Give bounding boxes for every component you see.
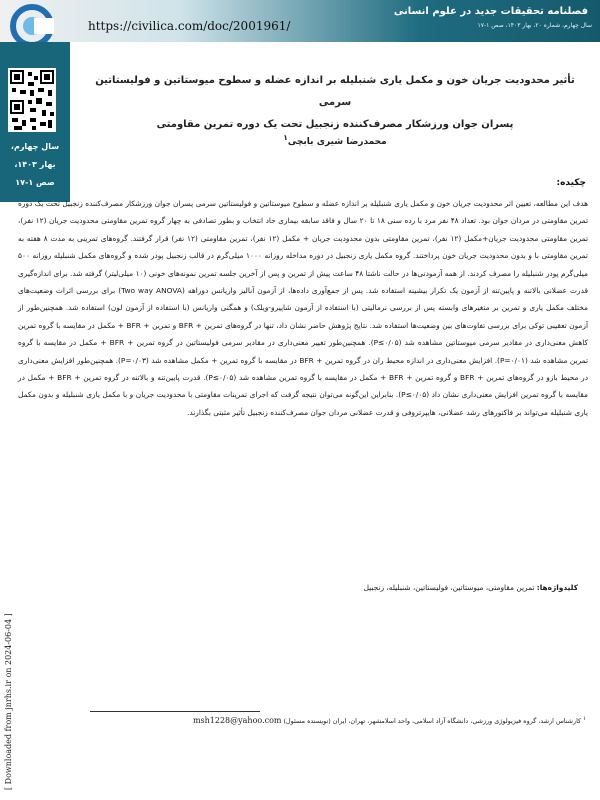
document-url-link[interactable]: https://civilica.com/doc/2001961/ xyxy=(88,19,291,33)
author xyxy=(80,133,590,147)
abstract-text: هدف این مطالعه، تعیین اثر محدودیت جریان خون و مکمل یاری شنبلیله بر اندازه عضله و سطوح میوستاتین و فولیستاتین سرمی پسران جوان ورزشکار مصرف‌کننده زنجبیل تحت یک دوره تمرین مقاومتی در مردان جوان بود. تعداد ۴۸ نفر مرد با رده سنی ۱۸ تا ۲۰ سال و فاقد سابقه بیماری حاد انتخاب و بطور تصادفی به چهار گروه تمرین مقاومتی محدودیت جریان (۱۲ نفر)، تمرین مقاومتی محدودیت جریان+مکمل (۱۲ نفر)، تمرین مقاومتی بدون محدودیت جریان + مکمل (۱۲ نفر)، تمرین مقاومتی (۱۲ نفر) قرار گرفتند. گروه‌های تمرینی به مدت ۸ هفته به تمرین مقاومتی با و بدون محدودیت جریان خون پرداختند. گروه مکمل یاری زنجبیل در دوره مداخله روزانه ۱۰۰۰ میلی‌گرم در قالب زنجبیل پودر شده و گروه‌های مکمل شنبلیله روزانه ۵۰۰ میلی‌گرم پودر شنبلیله را مصرف کردند. از همه آزمودنی‌ها در حالت ناشتا ۴۸ ساعت پیش از تمرین و پس از آخرین جلسه تمرین نمونه‌های خونی (۱۰ میلی‌لیتر) گرفته شد. برای اندازه‌گیری قدرت عضلانی بالاتنه و پایین‌تنه از آزمون یک تکرار بیشینه استفاده شد. پس از جمع‌آوری داده‌ها، از آزمون آنالیز واریانس دوراهه (Two way ANOVA) برای بررسی اثرات وضعیت‌های مختلف مکمل یاری و تمرین بر متغیرهای وابسته پس از بررسی نرمالیتی (با استفاده از آزمون شاپیرو-ویلک) و همگنی واریانس (با استفاده از آزمون لون) استفاده شد. همچنین‌طور از آزمون تعقیبی توکی برای بررسی تفاوت‌های بین وضعیت‌ها استفاده شد. نتایج پژوهش حاضر نشان داد، تنها در گروه‌های تمرین + BFR و تمرین + BFR + مکمل در مقایسه با گروه تمرین کاهش معنی‌داری در مقادیر سرمی میوستاتین مشاهده شد (P≤۰/۰۵). همچنین‌طور تغییر معنی‌داری در مقادیر سرمی فولیستاتین در گروه تمرین + BFR + مکمل در مقایسه با گروه تمرین مشاهده شد (P=۰/۰۱). افزایش معنی‌داری در اندازه محیط ران در گروه تمرین + BFR در مقایسه با گروه تمرین + مکمل مشاهده شد (P=۰/۰۳). همچنین‌طور افزایش معنی‌داری در محیط بازو در گروه‌های تمرین + BFR و گروه تمرین + BFR + مکمل در مقایسه با گروه تمرین مشاهده شد (P≤۰/۰۵). قدرت پایین‌تنه و بالاتنه در گروه تمرین + BFR + مکمل در مقایسه با گروه تمرین افزایش معنی‌داری نشان داد (P≤۰/۰۵). بنابراین این‌گونه می‌توان نتیجه گرفت که اجرای تمرینات مقاومتی با محدودیت جریان و با مکمل یاری شنبلیله و بدون مکمل یاری شنبلیله می‌تواند بر فاکتورهای رشد عضلانی، هایپرتروفی و قدرت عضلانی مردان جوان مصرف‌کننده زنجبیل تأثیر مثبتی بگذارند. xyxy=(18,199,589,417)
paper-title-line: پسران جوان ورزشکار مصرف‌کننده زنجبیل تحت یک دوره تمرین مقاومتی xyxy=(156,119,514,130)
abstract-heading: چکیده: xyxy=(556,178,586,188)
paper-title-line: تأثیر محدودیت جریان خون و مکمل یاری شنبلیله بر اندازه عضله و سطوح میوستاتین و فولیستاتین سرمی xyxy=(95,75,575,108)
download-stamp: [ Downloaded from jnrhs.ir on 2024-06-04 ] xyxy=(4,613,13,790)
author-email: msh1228@yahoo.com xyxy=(192,716,282,726)
keywords xyxy=(18,583,578,592)
keywords-label: کلیدواژه‌ها: xyxy=(536,583,578,592)
keywords-text: تمرین مقاومتی، میوستاتین، فولیستاتین، شنبلیله، زنجبیل xyxy=(363,583,535,592)
journal-subtitle: سال چهارم، شماره ۲۰، بهار ۱۴۰۳، صص ۱-۱۷ xyxy=(477,22,592,29)
paper-title xyxy=(80,70,590,136)
footnote-divider xyxy=(90,711,260,712)
qr-code-icon[interactable] xyxy=(8,68,56,132)
author-footnote-mark: ۱ xyxy=(283,133,288,142)
volume-info xyxy=(6,138,64,192)
volume-line: بهار ۱۴۰۳، xyxy=(14,160,56,169)
footnote-text: کارشناس ارشد، گروه فیزیولوژی ورزشی، دانشگاه آزاد اسلامی، واحد اسلامشهر، تهران، ایران (نویسنده مسئول) xyxy=(283,717,582,726)
volume-line: صص ۱-۱۷ xyxy=(15,178,55,187)
author-name: محمدرضا شیری بابچی xyxy=(287,137,387,147)
footnote xyxy=(90,716,586,725)
footnote-number: ۱ xyxy=(583,716,586,722)
volume-line: سال چهارم، xyxy=(10,142,60,151)
journal-title: فصلنامه تحقیقات جدید در علوم انسانی xyxy=(393,6,588,17)
